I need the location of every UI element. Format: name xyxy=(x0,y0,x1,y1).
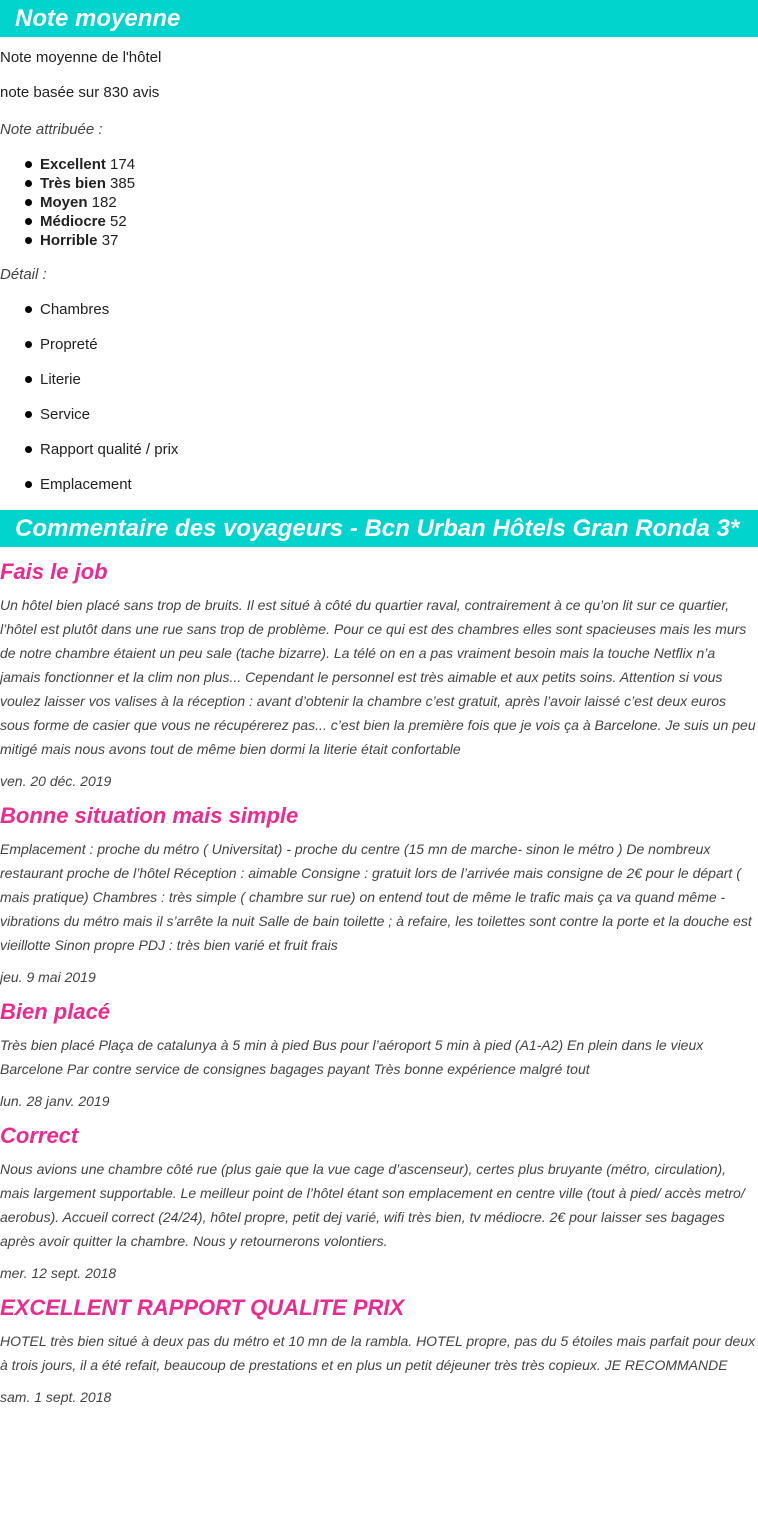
review xyxy=(0,1121,758,1283)
detail-list xyxy=(0,300,758,510)
review-date: jeu. 9 mai 2019 xyxy=(0,969,96,985)
review xyxy=(0,801,758,987)
detail-item-chambres xyxy=(0,300,758,335)
bullet-icon xyxy=(25,341,32,348)
detail-label-text: Service xyxy=(40,406,91,423)
review-date: sam. 1 sept. 2018 xyxy=(0,1389,112,1405)
bullet-icon xyxy=(25,306,32,313)
detail-label: Détail : xyxy=(0,266,47,283)
bullet-icon xyxy=(25,481,32,488)
review-date: mer. 12 sept. 2018 xyxy=(0,1265,117,1281)
bullet-icon xyxy=(25,161,32,168)
detail-label-text: Literie xyxy=(40,371,81,388)
rating-label: Très bien xyxy=(40,175,106,192)
rating-count: 385 xyxy=(110,175,136,192)
detail-item-rapport-qualite-prix xyxy=(0,440,758,475)
review xyxy=(0,997,758,1111)
bullet-icon xyxy=(25,180,32,187)
ratings-label: Note attribuée : xyxy=(0,121,103,138)
review-title: Correct xyxy=(0,1123,79,1148)
bullet-icon xyxy=(25,376,32,383)
detail-label-text: Chambres xyxy=(40,301,110,318)
bullet-icon xyxy=(25,199,32,206)
rating-item-tres-bien xyxy=(0,174,758,193)
review xyxy=(0,557,758,791)
review-body: Très bien placé Plaça de catalunya à 5 min à pied Bus pour l’aéroport 5 min à pied (A1-A2) En plein dans le vieux Barcelone Par contre service de consignes bagages payant Très bonne expérience malgré tout xyxy=(0,1037,704,1077)
rating-count: 182 xyxy=(91,194,117,211)
bullet-icon xyxy=(25,237,32,244)
section-heading-average: Note moyenne xyxy=(0,0,758,37)
rating-count: 37 xyxy=(101,232,119,249)
bullet-icon xyxy=(25,218,32,225)
ratings-list xyxy=(0,155,758,250)
review-body: HOTEL très bien situé à deux pas du métro et 10 mn de la rambla. HOTEL propre, pas du 5 étoiles mais parfait pour deux à trois jours, il a été refait, beaucoup de prestations et en plus un petit déjeuner très très copieux. JE RECOMMANDE xyxy=(0,1333,756,1373)
bullet-icon xyxy=(25,446,32,453)
rating-item-excellent xyxy=(0,155,758,174)
review-date: lun. 28 janv. 2019 xyxy=(0,1093,110,1109)
review-title: Bien placé xyxy=(0,999,111,1024)
detail-label-text: Propreté xyxy=(40,336,98,353)
rating-label: Moyen xyxy=(40,194,88,211)
rating-count: 52 xyxy=(110,213,127,230)
review-count-text: note basée sur 830 avis xyxy=(0,84,160,101)
detail-item-emplacement xyxy=(0,475,758,510)
section-heading-reviews: Commentaire des voyageurs - Bcn Urban Hôtels Gran Ronda 3* xyxy=(0,510,758,547)
detail-label-text: Emplacement xyxy=(40,476,132,493)
review-body: Nous avions une chambre côté rue (plus gaie que la vue cage d’ascenseur), certes plus bruyante (métro, circulation), mais largement supportable. Le meilleur point de l’hôtel étant son emplacement en centre ville (tout à pied/ accès metro/ aerobus). Accueil correct (24/24), hôtel propre, petit dej varié, wifi très bien, tv médiocre. 2€ pour laisser ses bagages après avoir quitter la chambre. Nous y retournerons volontiers. xyxy=(0,1161,745,1249)
rating-item-mediocre xyxy=(0,212,758,231)
review-body: Un hôtel bien placé sans trop de bruits. Il est situé à côté du quartier raval, contrairement à ce qu’on lit sur ce quartier, l’hôtel est plutôt dans une rue sans trop de problème. Pour ce qui est des chambres elles sont spacieuses mais les murs de notre chambre étaient un peu sale (tache bizarre). La télé on en a pas vraiment besoin mais la touche Netflix n’a jamais fonctionner et la clim non plus... Cependant le personnel est très aimable et aux petits soins. Attention si vous voulez laisser vos valises à la réception : avant d’obtenir la chambre c’est gratuit, après l’avoir laissé c’est deux euros sous forme de casier que vous ne récupérerez pas... c’est bien la première fois que je vois ça à Barcelone. Je suis un peu mitigé mais nous avons tout de même bien dormi la literie était confortable xyxy=(0,597,756,757)
rating-item-moyen xyxy=(0,193,758,212)
detail-item-service xyxy=(0,405,758,440)
review-title: Fais le job xyxy=(0,559,108,584)
rating-label: Médiocre xyxy=(40,213,106,230)
bullet-icon xyxy=(25,411,32,418)
review-title: Bonne situation mais simple xyxy=(0,803,299,828)
average-title: Note moyenne de l'hôtel xyxy=(0,49,162,66)
review xyxy=(0,1293,758,1407)
detail-label-text: Rapport qualité / prix xyxy=(40,441,179,458)
review-body: Emplacement : proche du métro ( Universitat) - proche du centre (15 mn de marche- sinon le métro ) De nombreux restaurant proche de l’hôtel Réception : aimable Consigne : gratuit lors de l’arrivée mais consigne de 2€ pour le départ ( mais pratique) Chambres : très simple ( chambre sur rue) on entend tout de même le trafic mais ça va quand même -vibrations du métro mais il s’arrête la nuit Salle de bain toilette ; à refaire, les toilettes sont contre la porte et la douche est vieillotte Sinon propre PDJ : très bien varié et fruit frais xyxy=(0,841,752,953)
rating-label: Excellent xyxy=(40,156,106,173)
detail-item-literie xyxy=(0,370,758,405)
rating-label: Horrible xyxy=(40,232,98,249)
review-date: ven. 20 déc. 2019 xyxy=(0,773,112,789)
rating-count: 174 xyxy=(110,156,136,173)
detail-item-proprete xyxy=(0,335,758,370)
rating-item-horrible xyxy=(0,231,758,250)
review-title: EXCELLENT RAPPORT QUALITE PRIX xyxy=(0,1295,405,1320)
